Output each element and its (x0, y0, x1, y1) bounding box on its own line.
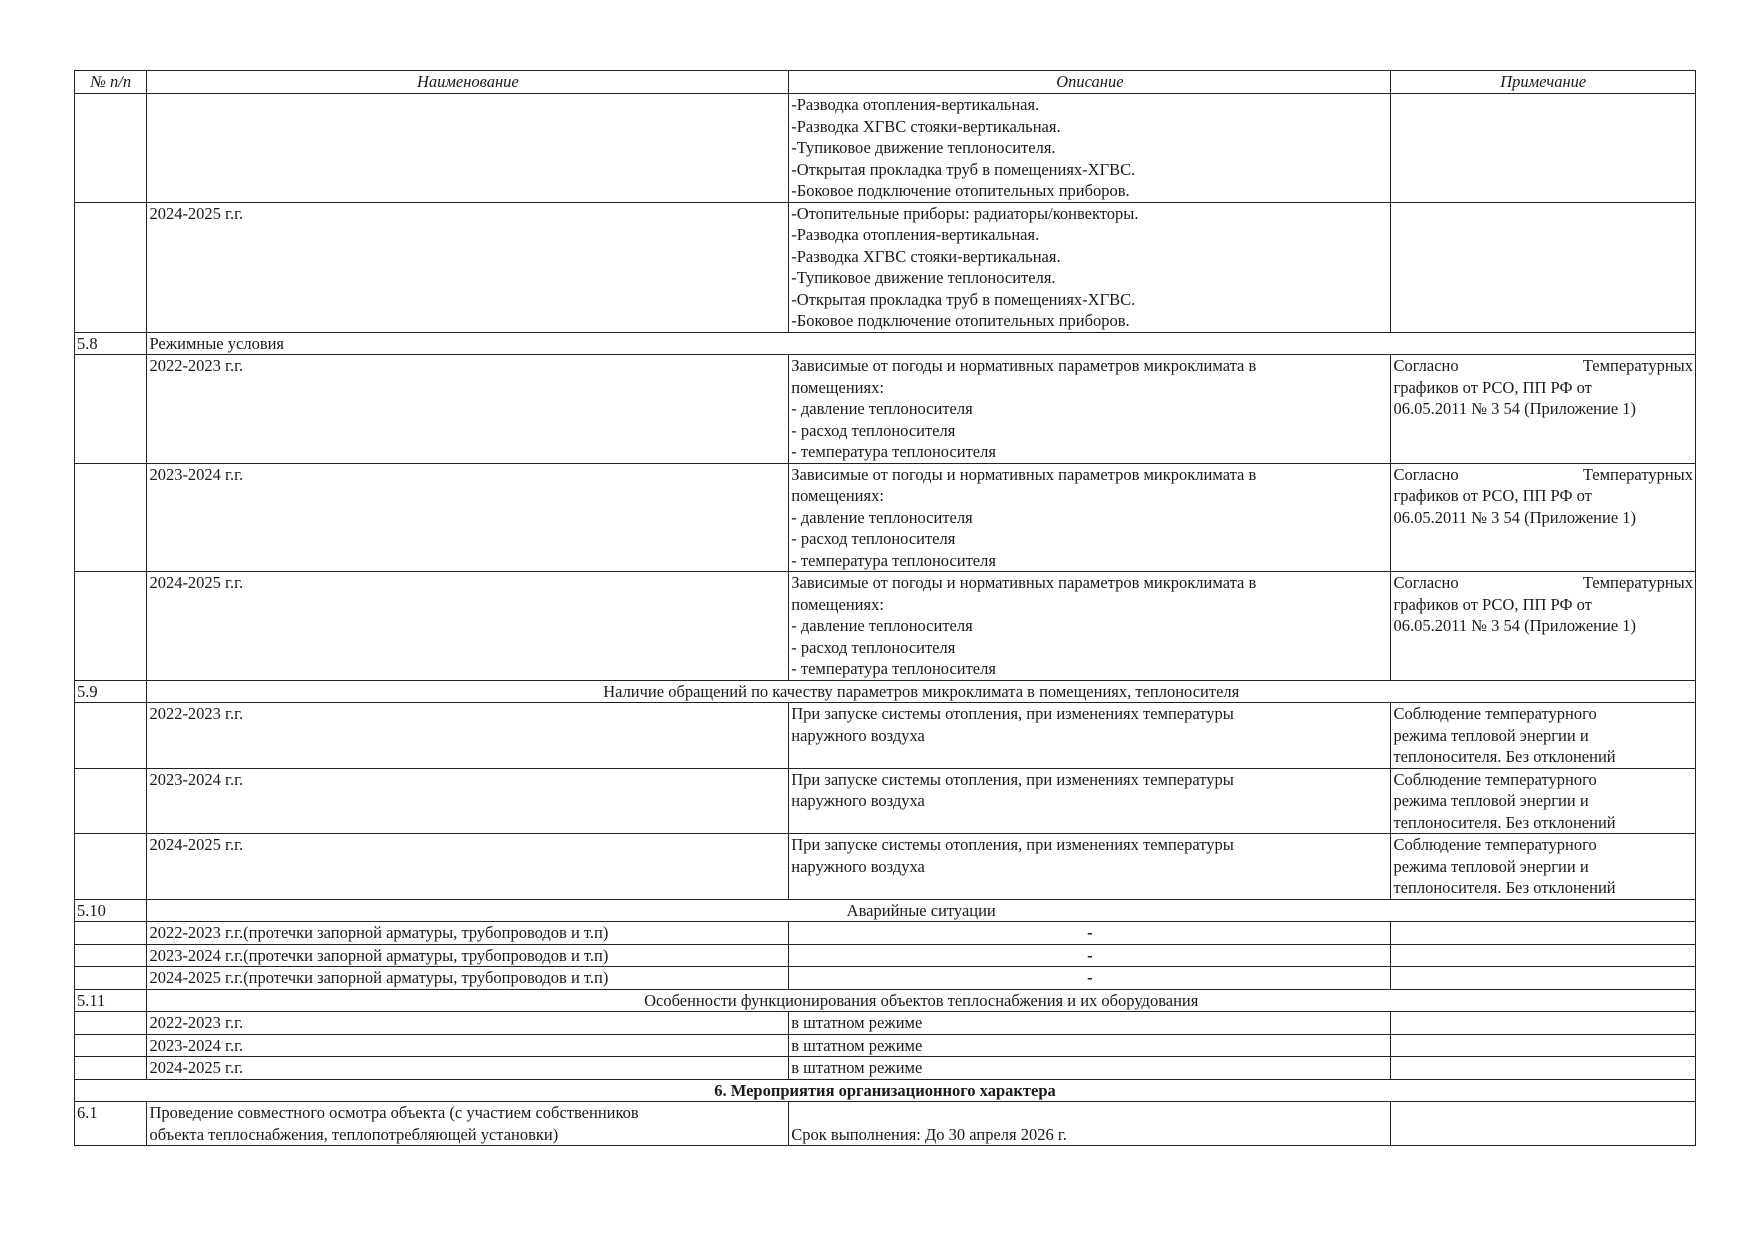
note-cell (1391, 463, 1696, 572)
note-cell (1391, 834, 1696, 900)
name-cell: 2024-2025 г.г. (147, 202, 789, 332)
section-header-row (75, 1079, 1696, 1102)
table-row (75, 768, 1696, 834)
note-word: Согласно (1393, 464, 1459, 484)
description-line: -Боковое подключение отопительных приборов. (791, 311, 1130, 330)
table-row (75, 1102, 1696, 1146)
header-description: Описание (789, 71, 1391, 94)
note-line (1393, 572, 1693, 594)
table-row (75, 94, 1696, 203)
description-cell (789, 834, 1391, 900)
note-cell (1391, 922, 1696, 945)
num-cell (75, 967, 147, 990)
table-row (75, 202, 1696, 332)
note-line: теплоносителя. Без отклонений (1393, 747, 1616, 766)
section-number: 5.11 (75, 989, 147, 1012)
note-word: Согласно (1393, 356, 1459, 375)
section-header-row (75, 989, 1696, 1012)
name-cell: 2024-2025 г.г.(протечки запорной арматуры, трубопроводов и т.п) (147, 967, 789, 990)
description-cell (789, 355, 1391, 464)
description-line: помещениях: (791, 486, 884, 505)
section-title: Наличие обращений по качеству параметров микроклимата в помещениях, теплоносителя (147, 680, 1696, 703)
note-cell (1391, 944, 1696, 967)
table-row (75, 572, 1696, 681)
num-cell (75, 834, 147, 900)
description-line: - расход теплоносителя (791, 420, 956, 440)
name-cell (147, 1102, 789, 1146)
description-cell: в штатном режиме (789, 1057, 1391, 1080)
table-row (75, 834, 1696, 900)
description-line: При запуске системы отопления, при изменениях температуры (791, 704, 1234, 723)
header-num: № п/п (75, 71, 147, 94)
note-line: Соблюдение температурного (1393, 769, 1597, 789)
description-line: -Тупиковое движение теплоносителя. (791, 268, 1056, 287)
description-line: -Открытая прокладка труб в помещениях-ХГВС. (791, 159, 1136, 179)
description-line: наружного воздуха (791, 725, 925, 745)
section-title: Аварийные ситуации (147, 899, 1696, 922)
description-line: - расход теплоносителя (791, 529, 956, 548)
note-line (1393, 464, 1693, 486)
name-cell: 2024-2025 г.г. (147, 572, 789, 681)
description-line: Зависимые от погоды и нормативных параметров микроклимата в (791, 356, 1257, 375)
note-line: Соблюдение температурного (1393, 835, 1597, 854)
num-cell (75, 572, 147, 681)
description-line: -Разводка ХГВС стояки-вертикальная. (791, 246, 1061, 266)
name-cell: 2022-2023 г.г.(протечки запорной арматуры, трубопроводов и т.п) (147, 922, 789, 945)
description-cell: - (789, 967, 1391, 990)
note-line: режима тепловой энергии и (1393, 725, 1589, 745)
header-name: Наименование (147, 71, 789, 94)
description-line: Зависимые от погоды и нормативных параметров микроклимата в (791, 573, 1257, 592)
note-line: 06.05.2011 № 3 54 (Приложение 1) (1393, 616, 1637, 635)
note-line: Соблюдение температурного (1393, 704, 1597, 723)
note-line: теплоносителя. Без отклонений (1393, 878, 1616, 897)
note-word: Температурных (1582, 356, 1693, 375)
description-line: - температура теплоносителя (791, 659, 996, 678)
num-cell: 6.1 (75, 1102, 147, 1146)
note-cell (1391, 703, 1696, 769)
description-line: - давление теплоносителя (791, 616, 973, 635)
description-line: наружного воздуха (791, 791, 925, 810)
num-cell (75, 922, 147, 945)
note-cell (1391, 355, 1696, 464)
note-cell (1391, 1057, 1696, 1080)
section-header-row (75, 332, 1696, 355)
description-line: - давление теплоносителя (791, 507, 973, 527)
note-cell (1391, 967, 1696, 990)
description-line: -Боковое подключение отопительных приборов. (791, 181, 1130, 200)
description-line: - температура теплоносителя (791, 442, 996, 461)
description-line: При запуске системы отопления, при изменениях температуры (791, 769, 1234, 789)
table-header-row (75, 71, 1696, 94)
num-cell (75, 1034, 147, 1057)
note-cell (1391, 1012, 1696, 1035)
section-title: Режимные условия (147, 332, 1696, 355)
name-cell (147, 94, 789, 203)
note-cell (1391, 1102, 1696, 1146)
description-line: наружного воздуха (791, 856, 925, 876)
description-cell (789, 94, 1391, 203)
header-note: Примечание (1391, 71, 1696, 94)
description-cell (789, 703, 1391, 769)
description-line: - температура теплоносителя (791, 550, 996, 570)
description-cell (789, 202, 1391, 332)
section-header-row (75, 899, 1696, 922)
description-cell: в штатном режиме (789, 1034, 1391, 1057)
note-word: Температурных (1582, 464, 1693, 484)
note-line: графиков от РСО, ПП РФ от (1393, 377, 1592, 397)
description-line: -Разводка ХГВС стояки-вертикальная. (791, 116, 1061, 136)
name-cell: 2023-2024 г.г.(протечки запорной арматуры, трубопроводов и т.п) (147, 944, 789, 967)
note-word: Температурных (1582, 573, 1693, 592)
table-row (75, 944, 1696, 967)
section-title: Особенности функционирования объектов теплоснабжения и их оборудования (147, 989, 1696, 1012)
note-line: режима тепловой энергии и (1393, 791, 1589, 810)
num-cell (75, 944, 147, 967)
description-cell: - (789, 922, 1391, 945)
table-row (75, 1034, 1696, 1057)
note-line: 06.05.2011 № 3 54 (Приложение 1) (1393, 507, 1637, 527)
section-number: 5.10 (75, 899, 147, 922)
note-cell (1391, 202, 1696, 332)
table-row (75, 355, 1696, 464)
description-cell: Срок выполнения: До 30 апреля 2026 г. (789, 1102, 1391, 1146)
note-cell (1391, 572, 1696, 681)
name-cell: 2024-2025 г.г. (147, 834, 789, 900)
description-line: -Отопительные приборы: радиаторы/конвекторы. (791, 203, 1139, 223)
name-cell: 2023-2024 г.г. (147, 768, 789, 834)
description-line: При запуске системы отопления, при изменениях температуры (791, 835, 1234, 854)
description-line: -Разводка отопления-вертикальная. (791, 225, 1040, 244)
description-cell: - (789, 944, 1391, 967)
num-cell (75, 94, 147, 203)
description-line: помещениях: (791, 377, 884, 397)
name-cell: 2023-2024 г.г. (147, 1034, 789, 1057)
name-cell: 2022-2023 г.г. (147, 1012, 789, 1035)
table-row (75, 967, 1696, 990)
note-line: теплоносителя. Без отклонений (1393, 812, 1616, 832)
description-cell (789, 768, 1391, 834)
name-cell: 2023-2024 г.г. (147, 463, 789, 572)
num-cell (75, 703, 147, 769)
name-line: объекта теплоснабжения, теплопотребляющей установки) (149, 1124, 559, 1144)
name-cell: 2022-2023 г.г. (147, 703, 789, 769)
description-line: помещениях: (791, 594, 884, 614)
note-line: графиков от РСО, ПП РФ от (1393, 594, 1592, 614)
section-number: 5.8 (75, 332, 147, 355)
description-line: - расход теплоносителя (791, 637, 956, 657)
num-cell (75, 355, 147, 464)
description-cell (789, 572, 1391, 681)
description-line: -Разводка отопления-вертикальная. (791, 95, 1040, 114)
name-line: Проведение совместного осмотра объекта (с участием собственников (149, 1103, 639, 1122)
section-header-row (75, 680, 1696, 703)
name-cell: 2022-2023 г.г. (147, 355, 789, 464)
num-cell (75, 463, 147, 572)
description-cell: в штатном режиме (789, 1012, 1391, 1035)
num-cell (75, 1057, 147, 1080)
note-line (1393, 355, 1693, 377)
section-title: 6. Мероприятия организационного характера (75, 1079, 1696, 1102)
table-row (75, 703, 1696, 769)
note-line: режима тепловой энергии и (1393, 856, 1589, 876)
table-row (75, 1057, 1696, 1080)
description-line: -Тупиковое движение теплоносителя. (791, 138, 1056, 157)
note-cell (1391, 94, 1696, 203)
note-line: графиков от РСО, ПП РФ от (1393, 486, 1592, 505)
note-word: Согласно (1393, 573, 1459, 592)
num-cell (75, 1012, 147, 1035)
note-cell (1391, 768, 1696, 834)
description-cell (789, 463, 1391, 572)
section-number: 5.9 (75, 680, 147, 703)
description-line: -Открытая прокладка труб в помещениях-ХГВС. (791, 289, 1136, 309)
num-cell (75, 768, 147, 834)
description-line: Зависимые от погоды и нормативных параметров микроклимата в (791, 464, 1257, 484)
specification-table (74, 70, 1696, 1146)
table-row (75, 1012, 1696, 1035)
table-row (75, 463, 1696, 572)
description-line: - давление теплоносителя (791, 399, 973, 418)
name-cell: 2024-2025 г.г. (147, 1057, 789, 1080)
num-cell (75, 202, 147, 332)
note-line: 06.05.2011 № 3 54 (Приложение 1) (1393, 399, 1637, 418)
table-row (75, 922, 1696, 945)
note-cell (1391, 1034, 1696, 1057)
